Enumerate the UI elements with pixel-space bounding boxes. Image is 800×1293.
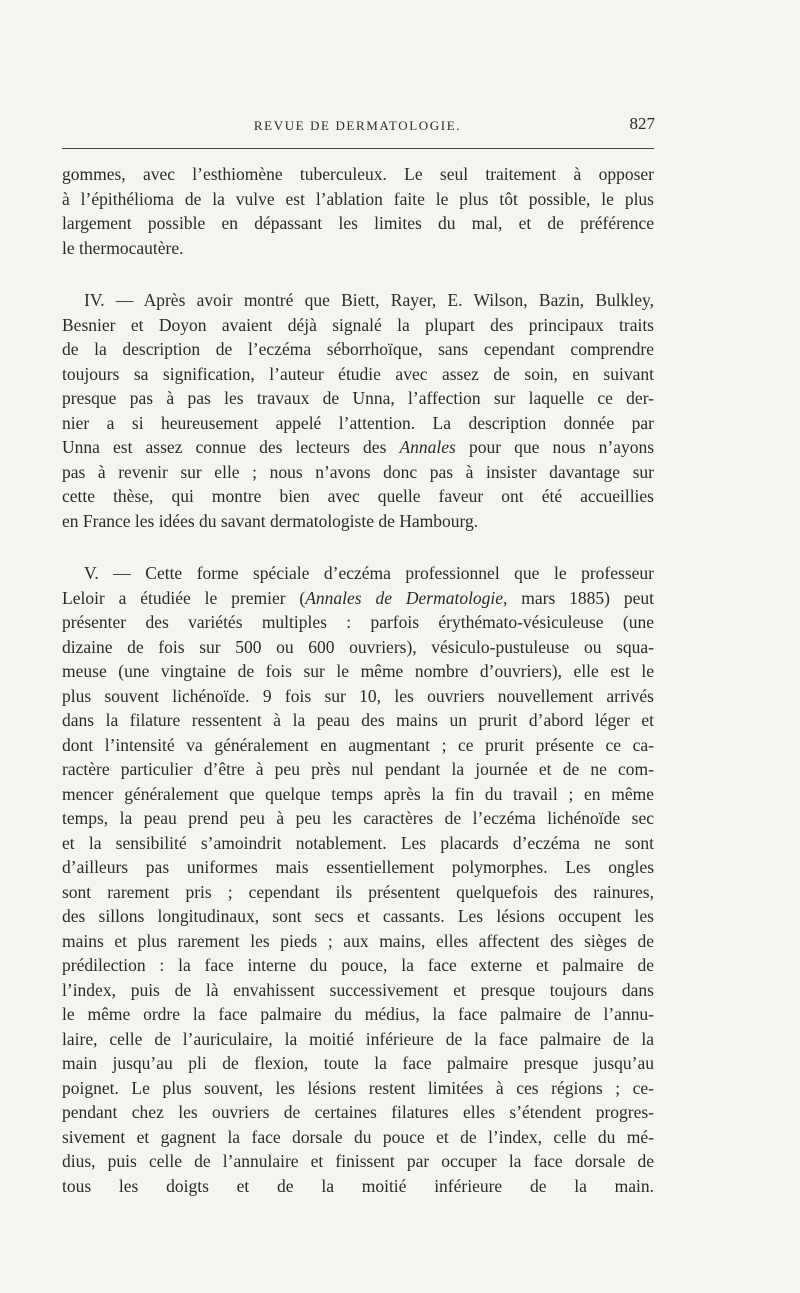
text-line: Besnier et Doyon avaient déjà signalé la plupart des principaux traits — [62, 314, 654, 335]
text-segment: mars 1885) peut — [521, 587, 654, 608]
text-line: en France les idées du savant dermatologiste de Hambourg. — [62, 510, 479, 531]
text-line: laire, celle de l’auriculaire, la moitié inférieure de la face palmaire de la — [62, 1028, 654, 1049]
running-head — [60, 114, 655, 136]
text-line: tous les doigts et de la moitié inférieure de la main. — [62, 1175, 654, 1196]
journal-title: Annales — [399, 437, 456, 457]
text-line: largement possible en dépassant les limites du mal, et de préférence — [62, 213, 654, 233]
text-line — [62, 435, 654, 460]
text-line: cette thèse, qui montre bien avec quelle faveur ont été accueillies — [62, 486, 654, 506]
text-segment: Unna est assez connue des lecteurs des — [62, 437, 387, 457]
text-line: sont rarement pris ; cependant ils présentent quelquefois des rainures, — [62, 881, 654, 902]
header-rule — [62, 148, 654, 149]
text-line: meuse (une vingtaine de fois sur le même nombre d’ouvriers), elle est le — [62, 661, 654, 681]
text-line: prédilection : la face interne du pouce, la face externe et palmaire de — [62, 955, 654, 975]
text-line: presque pas à pas les travaux de Unna, l’affection sur laquelle ce der- — [62, 388, 654, 408]
text-line: IV. — Après avoir montré que Biett, Rayer, E. Wilson, Bazin, Bulkley, — [84, 290, 654, 310]
text-line: plus souvent lichénoïde. 9 fois sur 10, les ouvriers nouvellement arrivés — [62, 685, 654, 706]
text-line: à l’épithélioma de la vulve est l’ablation faite le plus tôt possible, le plus — [62, 188, 654, 209]
text-line: pas à revenir sur elle ; nous n’avons donc pas à insister davantage sur — [62, 461, 654, 482]
text-line: main jusqu’au pli de flexion, toute la face palmaire presque jusqu’au — [62, 1053, 654, 1073]
page-number: 827 — [629, 114, 655, 133]
text-line: présenter des variétés multiples : parfois érythémato-vésiculeuse (une — [62, 612, 654, 632]
journal-title: Annales de Dermatologie, — [305, 587, 508, 608]
text-line: toujours sa signification, l’auteur étudie avec assez de soin, en suivant — [62, 363, 654, 384]
text-line — [62, 586, 654, 611]
text-line: des sillons longitudinaux, sont secs et cassants. Les lésions occupent les — [62, 906, 654, 926]
paragraph-3 — [62, 561, 654, 1198]
running-title: REVUE DE DERMATOLOGIE. — [253, 118, 462, 133]
text-line: dont l’intensité va généralement en augmentant ; ce prurit présente ce ca- — [62, 734, 654, 755]
text-line: poignet. Le plus souvent, les lésions restent limitées à ces régions ; ce- — [62, 1077, 654, 1098]
paragraph-2 — [62, 288, 654, 533]
text-line: dans la filature ressentent à la peau des mains un prurit d’abord léger et — [62, 710, 654, 730]
text-line: pendant chez les ouvriers de certaines filatures elles s’étendent progres- — [62, 1102, 654, 1122]
text-line: dizaine de fois sur 500 ou 600 ouvriers), vésiculo-pustuleuse ou squa- — [62, 636, 654, 657]
text-line: le même ordre la face palmaire du médius, la face palmaire de l’annu- — [62, 1004, 654, 1024]
text-line: nier a si heureusement appelé l’attention. La description donnée par — [62, 412, 654, 433]
text-line: d’ailleurs pas uniformes mais essentiellement polymorphes. Les ongles — [62, 857, 654, 877]
paragraph-1 — [62, 162, 654, 260]
text-line: l’index, puis de là envahissent successivement et presque toujours dans — [62, 979, 654, 1000]
text-segment: Leloir a étudiée le premier ( — [62, 587, 306, 608]
text-line: de la description de l’eczéma séborrhoïque, sans cependant comprendre — [62, 339, 654, 359]
body-text — [62, 162, 654, 1198]
text-line: ractère particulier d’être à peu près nul pendant la journée et de ne com- — [62, 759, 654, 779]
text-line: V. — Cette forme spéciale d’eczéma professionnel que le professeur — [84, 563, 654, 583]
text-line: mains et plus rarement les pieds ; aux mains, elles affectent des sièges de — [62, 930, 654, 951]
text-line: sivement et gagnent la face dorsale du pouce et de l’index, celle du mé- — [62, 1126, 654, 1147]
text-line: gommes, avec l’esthiomène tuberculeux. Le seul traitement à opposer — [62, 164, 654, 184]
text-line: temps, la peau prend peu à peu les caractères de l’eczéma lichénoïde sec — [62, 808, 654, 828]
text-line: dius, puis celle de l’annulaire et finissent par occuper la face dorsale de — [62, 1151, 654, 1171]
text-line: le thermocautère. — [62, 237, 184, 258]
text-line: mencer généralement que quelque temps après la fin du travail ; en même — [62, 783, 654, 804]
text-segment: pour que nous n’ayons — [468, 437, 655, 457]
text-line: et la sensibilité s’amoindrit notablement. Les placards d’eczéma ne sont — [62, 832, 654, 853]
